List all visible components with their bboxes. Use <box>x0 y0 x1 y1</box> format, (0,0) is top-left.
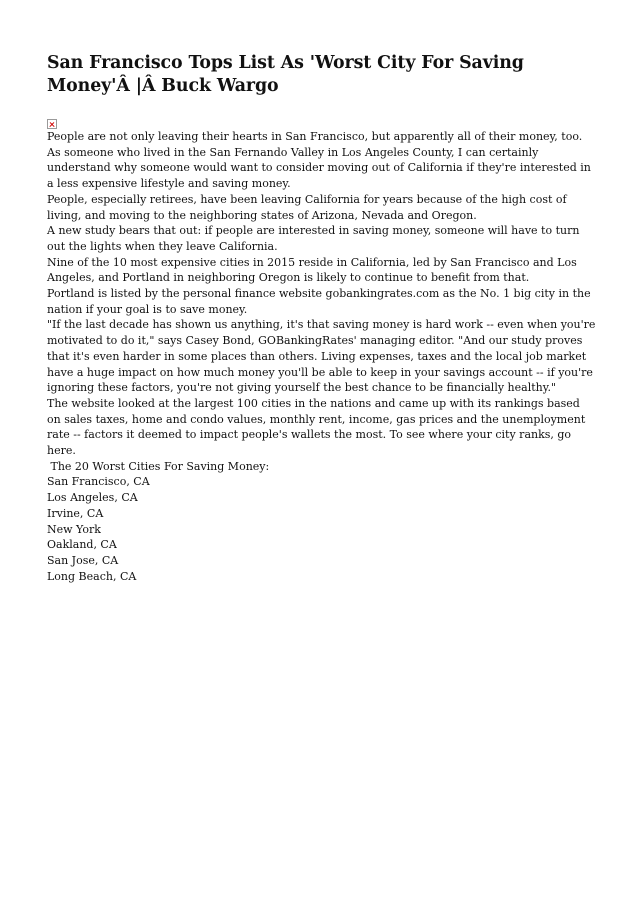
list-heading: The 20 Worst Cities For Saving Money: <box>47 459 270 473</box>
paragraph-4: A new study bears that out: if people are interested in saving money, someone will have to turn out the lights when they leave California. <box>47 224 580 253</box>
list-item: San Jose, CA <box>47 553 130 567</box>
document-page <box>47 52 597 584</box>
paragraph-6: Portland is listed by the personal finance website gobankingrates.com as the No. 1 big city in the nation if your goal is to save money. <box>47 287 591 316</box>
paragraph-2: As someone who lived in the San Fernando Valley in Los Angeles County, I can certainly understand why someone would want to consider moving out of California if they're interested in a less expensive lifestyle and saving money. <box>47 145 591 191</box>
paragraph-5: Nine of the 10 most expensive cities in 2015 reside in California, led by San Francisco and Los Angeles, and Portland in neighboring Oregon is likely to continue to benefit from that. <box>47 255 577 285</box>
paragraph-7: "If the last decade has shown us anything, it's that saving money is hard work -- even when you're motivated to do it," says Casey Bond, GOBankingRates' managing editor. "And our study proves that it's even harder in some places than others. Living expenses, taxes and the local job market have a huge impact on how much money you'll be able to keep in your savings account -- if you're ignoring these factors, you're not giving yourself the best chance to be financially healthy." <box>47 318 596 395</box>
paragraph-1: People are not only leaving their hearts in San Francisco, but apparently all of their money, too. <box>47 130 583 143</box>
paragraph-3: People, especially retirees, have been leaving California for years because of the high cost of living, and moving to the neighboring states of Arizona, Nevada and Oregon. <box>47 192 567 222</box>
list-item: Oakland, CA <box>47 538 128 552</box>
list-item: Long Beach, CA <box>47 569 148 583</box>
paragraph-8: The website looked at the largest 100 cities in the nations and came up with its rankings based on sales taxes, home and condo values, monthly rent, income, gas prices and the unemployment rate -- factors it deemed to impact people's wallets the most. To see where your city ranks, go here. <box>47 396 586 458</box>
list-item: New York <box>47 522 112 536</box>
page-title: San Francisco Tops List As 'Worst City For Saving Money'Â |Â Buck Wargo <box>47 53 524 96</box>
list-item: Los Angeles, CA <box>47 491 149 505</box>
list-item: San Francisco, CA <box>47 475 161 489</box>
list-item: Irvine, CA <box>47 506 115 520</box>
broken-image-icon <box>47 119 57 129</box>
